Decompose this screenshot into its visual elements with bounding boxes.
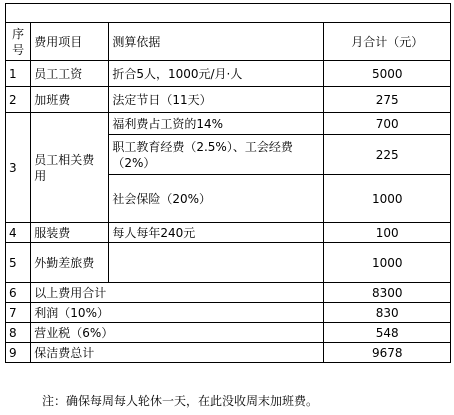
row-basis: 福利费占工资的14% [109,113,324,135]
row-amount: 1000 [324,175,451,223]
table-row [6,283,451,303]
table-row [6,323,451,343]
row-item: 加班费 [31,87,109,113]
row-basis: 每人每年240元 [109,223,324,243]
row-item: 员工相关费用 [31,113,109,223]
table-footnote: 注：确保每周每人轮休一天，在此没收周末加班费。 [42,394,319,408]
row-item: 服装费 [31,223,109,243]
table-header-row [6,23,451,61]
header-basis: 测算依据 [109,23,324,61]
table-title-row [6,4,451,23]
row-no: 2 [6,87,31,113]
row-amount: 700 [324,113,451,135]
row-no: 3 [6,113,31,223]
header-item: 费用项目 [31,23,109,61]
row-basis [109,243,324,283]
row-amount: 9678 [324,343,451,363]
row-amount: 100 [324,223,451,243]
header-amount: 月合计（元） [324,23,451,61]
row-no: 1 [6,61,31,87]
row-amount: 275 [324,87,451,113]
row-no: 5 [6,243,31,283]
row-no: 4 [6,223,31,243]
row-amount: 8300 [324,283,451,303]
row-basis: 法定节日（11天） [109,87,324,113]
row-item: 保洁费总计 [31,343,324,363]
header-no: 序号 [6,23,31,61]
table-row [6,243,451,283]
row-item: 外勤差旅费 [31,243,109,283]
row-item: 员工工资 [31,61,109,87]
cost-table [5,3,451,363]
table-row [6,87,451,113]
row-basis: 社会保险（20%） [109,175,324,223]
row-amount: 5000 [324,61,451,87]
row-no: 9 [6,343,31,363]
table-row [6,113,451,135]
row-amount: 225 [324,135,451,175]
row-basis: 折合5人，1000元/月·人 [109,61,324,87]
row-amount: 830 [324,303,451,323]
row-amount: 548 [324,323,451,343]
table-row [6,61,451,87]
row-item: 利润（10%） [31,303,324,323]
row-amount: 1000 [324,243,451,283]
table-title [6,4,451,23]
table-row [6,303,451,323]
row-item: 营业税（6%） [31,323,324,343]
row-no: 7 [6,303,31,323]
table-row [6,343,451,363]
row-item: 以上费用合计 [31,283,324,303]
row-no: 6 [6,283,31,303]
table-row [6,223,451,243]
row-no: 8 [6,323,31,343]
row-basis: 职工教育经费（2.5%）、工会经费（2%） [109,135,324,175]
